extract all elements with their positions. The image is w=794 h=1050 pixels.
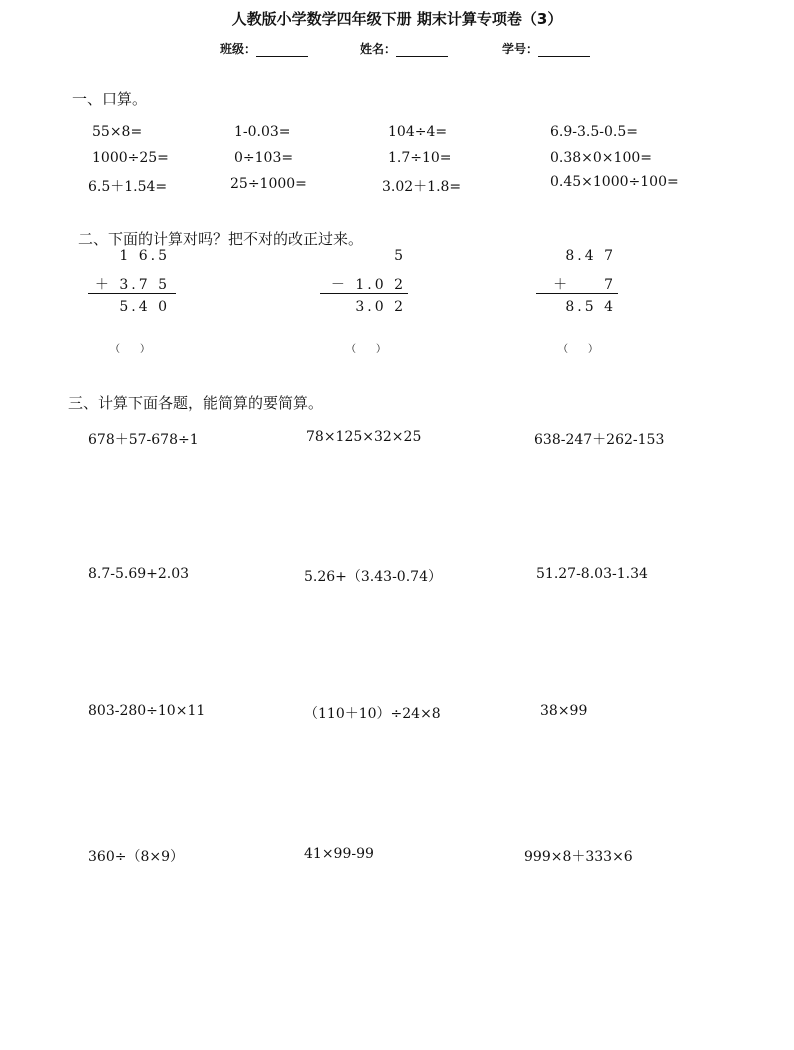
class-field[interactable] [220,40,308,57]
class-blank[interactable] [256,44,308,57]
vertical-rule [320,293,408,294]
problem-item: （110＋10）÷24×8 [304,706,441,722]
problem-item: 638-247＋262-153 [534,432,665,448]
answer-paren[interactable]: （ ） [110,344,150,355]
oral-item: 104÷4= [388,124,448,140]
problem-item: 78×125×32×25 [306,429,422,445]
oral-item: 3.02＋1.8= [382,179,462,195]
vertical-result: 3.0 2 [355,299,406,315]
problem-item: 678＋57-678÷1 [88,432,199,448]
problem-item: 999×8＋333×6 [524,849,633,865]
vertical-result: 5.4 0 [119,299,170,315]
vertical-rule [536,293,618,294]
oral-item: 1000÷25= [92,150,169,166]
problem-item: 51.27-8.03-1.34 [536,566,648,582]
section-heading-compute: 三、计算下面各题，能简算的要简算。 [68,394,324,412]
oral-item: 55×8= [92,124,143,140]
vertical-top: 8.4 7 [565,248,616,264]
answer-paren[interactable]: （ ） [558,344,598,355]
problem-item: 803-280÷10×11 [88,703,206,719]
oral-item: 0.45×1000÷100= [550,174,679,190]
class-label: 班级： [220,42,257,56]
vertical-operand: － 1.0 2 [330,277,406,293]
problem-item: 8.7-5.69+2.03 [88,566,190,582]
name-field[interactable] [360,40,448,57]
oral-item: 25÷1000= [230,176,307,192]
oral-item: 0.38×0×100= [550,150,652,166]
problem-item: 38×99 [540,703,588,719]
name-blank[interactable] [396,44,448,57]
page-title: 人教版小学数学四年级下册 期末计算专项卷（3） [231,10,563,28]
oral-item: 1-0.03= [234,124,291,140]
name-label: 姓名： [360,42,397,56]
oral-item: 1.7÷10= [388,150,452,166]
section-heading-check: 二、下面的计算对吗？把不对的改正过来。 [78,230,364,248]
vertical-operand: ＋ 7 [553,277,616,293]
problem-item: 41×99-99 [304,846,374,862]
vertical-result: 8.5 4 [565,299,616,315]
problem-item: 5.26+（3.43-0.74） [304,569,442,585]
vertical-operand: ＋ 3.7 5 [94,277,170,293]
vertical-rule [88,293,176,294]
oral-item: 0÷103= [234,150,294,166]
student-id-label: 学号： [502,42,539,56]
problem-item: 360÷（8×9） [88,849,184,865]
oral-item: 6.9-3.5-0.5= [550,124,638,140]
section-heading-oral: 一、口算。 [72,90,148,108]
vertical-top: 1 6.5 [119,248,170,264]
vertical-top: 5 [394,248,406,264]
student-id-field[interactable] [502,40,590,57]
oral-item: 6.5＋1.54= [88,179,168,195]
student-id-blank[interactable] [538,44,590,57]
answer-paren[interactable]: （ ） [346,344,386,355]
